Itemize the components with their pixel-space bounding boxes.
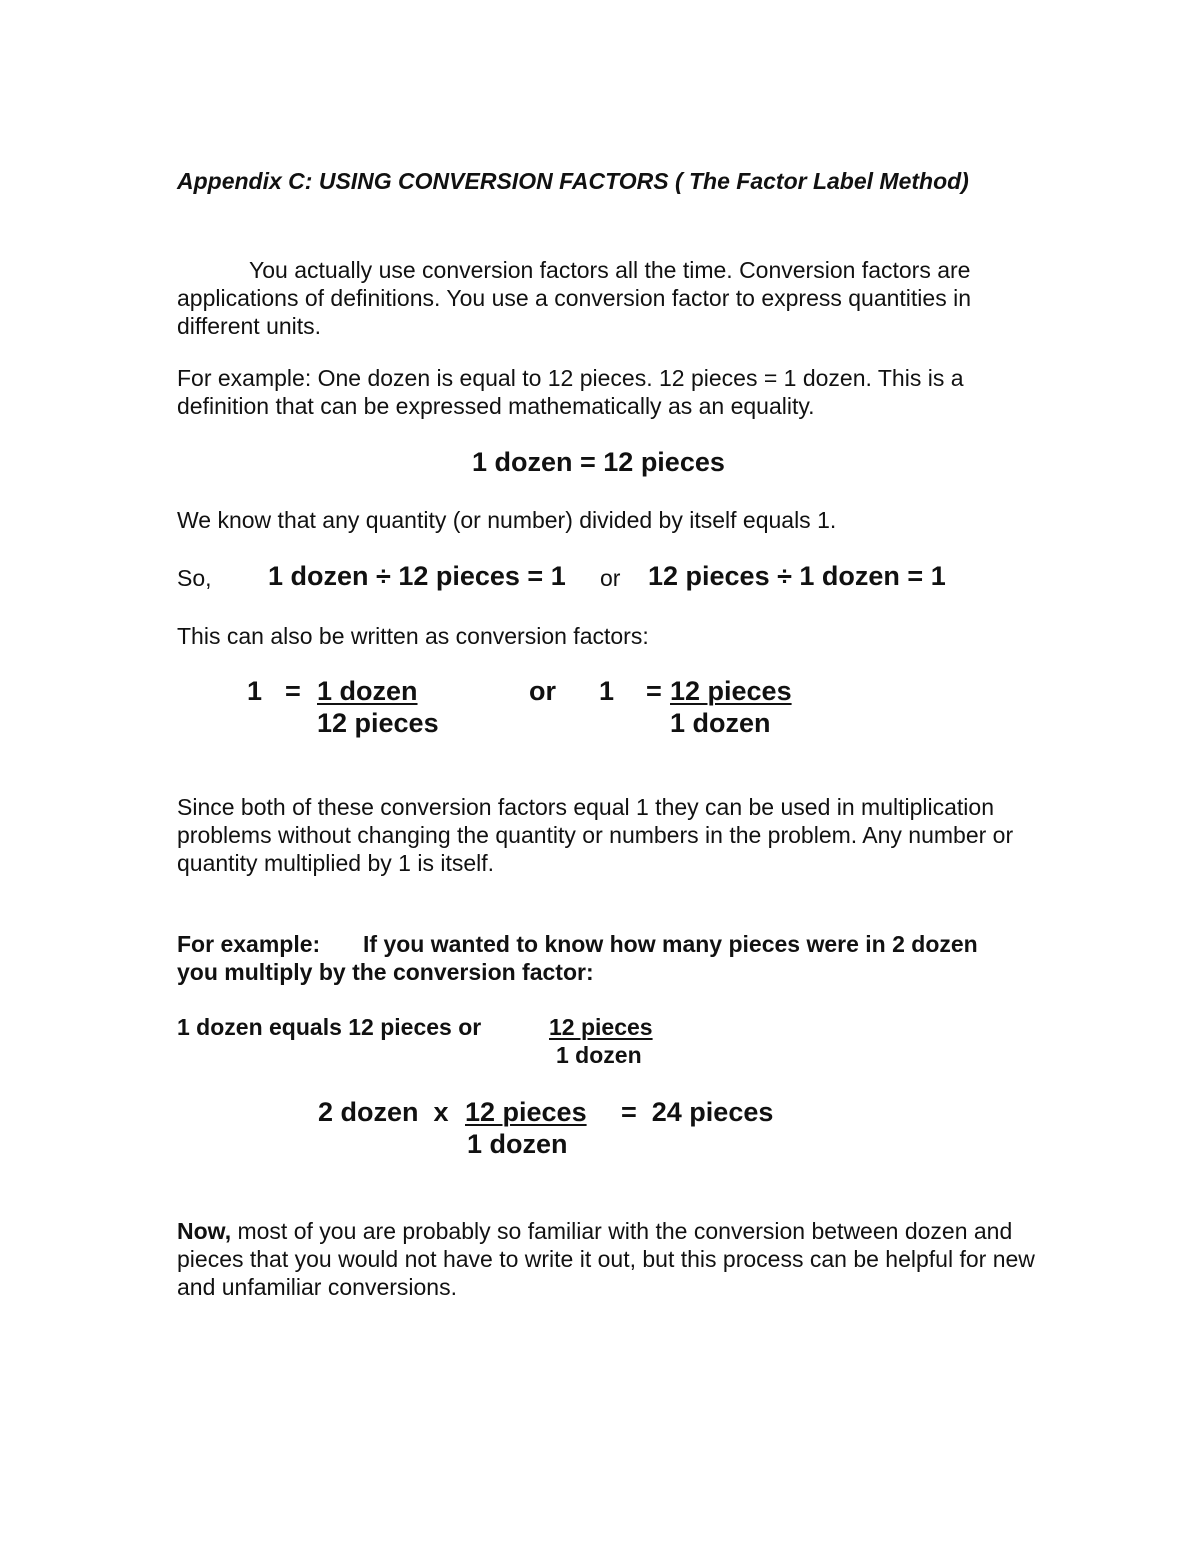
calc-numerator: 12 pieces: [465, 1097, 587, 1127]
or-label: or: [600, 565, 621, 591]
intro-text: You actually use conversion factors all the time. Conversion factors are applications of definitions. You use a conversion factor to express quantities in different units.: [177, 257, 971, 339]
calc-lhs: 2 dozen x: [318, 1097, 449, 1127]
factor-left-numerator: 1 dozen: [317, 676, 418, 706]
intro-paragraph: [177, 256, 1037, 340]
divided-paragraph: We know that any quantity (or number) divided by itself equals 1.: [177, 507, 837, 533]
division-equation-2: 12 pieces ÷ 1 dozen = 1: [648, 561, 946, 591]
example2-line2: you multiply by the conversion factor:: [177, 959, 594, 985]
closing-text: most of you are probably so familiar with the conversion between dozen and pieces that you would not have to write it out, but this process can be helpful for new and unfamiliar conversions.: [177, 1218, 1035, 1300]
factor-left-equals: =: [285, 676, 301, 706]
closing-lead: Now,: [177, 1218, 232, 1244]
factor-right-numerator: 12 pieces: [670, 676, 792, 706]
factor-or-label: or: [529, 676, 556, 706]
closing-paragraph: [177, 1217, 1037, 1301]
factor-right-equals: =: [646, 676, 662, 706]
calc-denominator: 1 dozen: [467, 1129, 568, 1159]
equality-statement: 1 dozen = 12 pieces: [472, 447, 725, 477]
factor-right-one: 1: [599, 676, 615, 706]
example-paragraph: For example: One dozen is equal to 12 pieces. 12 pieces = 1 dozen. This is a definition that can be expressed mathematically as an equality.: [177, 365, 964, 419]
factor-right-denominator: 1 dozen: [670, 708, 771, 738]
equals-line-numerator: 12 pieces: [549, 1014, 653, 1040]
example2-line1: If you wanted to know how many pieces were in 2 dozen: [363, 931, 978, 957]
page-title: Appendix C: USING CONVERSION FACTORS ( The Factor Label Method): [177, 168, 969, 194]
conversion-paragraph: This can also be written as conversion factors:: [177, 623, 649, 649]
equals-line-text: 1 dozen equals 12 pieces or: [177, 1014, 482, 1040]
calc-rhs: = 24 pieces: [621, 1097, 774, 1127]
example2-label: For example:: [177, 931, 321, 957]
since-paragraph: Since both of these conversion factors equal 1 they can be used in multiplication problems without changing the quantity or numbers in the problem. Any number or quantity multiplied by 1 is itself.: [177, 794, 1014, 876]
factor-left-denominator: 12 pieces: [317, 708, 439, 738]
so-label: So,: [177, 565, 212, 591]
division-equation-1: 1 dozen ÷ 12 pieces = 1: [268, 561, 566, 591]
equals-line-denominator: 1 dozen: [556, 1042, 642, 1068]
factor-left-one: 1: [247, 676, 263, 706]
